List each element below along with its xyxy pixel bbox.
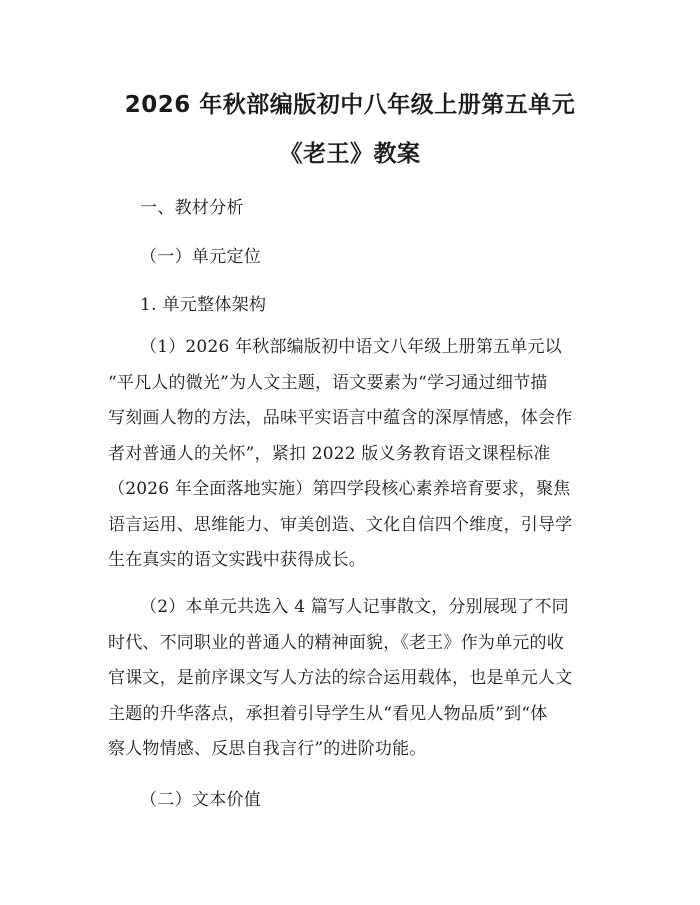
paragraph-line: （1）2026 年秋部编版初中语文八年级上册第五单元以 xyxy=(140,337,562,357)
paragraph-line: （2）本单元共选入 4 篇写人记事散文，分别展现了不同 xyxy=(140,597,569,617)
paragraph-line: 主题的升华落点，承担着引导学生从“看见人物品质”到“体 xyxy=(108,703,548,724)
paragraph-line: 生在真实的语文实践中获得成长。 xyxy=(108,550,366,570)
paragraph-unit-selection xyxy=(108,590,598,768)
paragraph-unit-theme xyxy=(108,330,598,579)
paragraph-line: 官课文，是前序课文写人方法的综合运用载体，也是单元人文 xyxy=(108,668,573,688)
subsection-heading-text-value: （二）文本价值 xyxy=(140,790,262,810)
paragraph-line: 写刻画人物的方法，品味平实语言中蕴含的深厚情感，体会作 xyxy=(108,408,573,428)
document-title-line-1: 2026 年秋部编版初中八年级上册第五单元 xyxy=(124,92,576,118)
paragraph-line: （2026 年全面落地实施）第四学段核心素养培育要求，聚焦 xyxy=(108,479,571,499)
paragraph-line: 察人物情感、反思自我言行”的进阶功能。 xyxy=(108,739,427,759)
paragraph-line: 语言运用、思维能力、审美创造、文化自信四个维度，引导学 xyxy=(108,514,573,535)
subsection-heading-unit-positioning: （一）单元定位 xyxy=(140,247,262,267)
paragraph-line: 者对普通人的关怀”，紧扣 2022 版义务教育语文课程标准 xyxy=(108,443,551,464)
section-heading-teaching-material-analysis: 一、教材分析 xyxy=(140,198,244,218)
document-title-line-2: 《老王》教案 xyxy=(279,141,421,167)
paragraph-line: “平凡人的微光”为人文主题，语文要素为“学习通过细节描 xyxy=(108,372,548,393)
paragraph-line: 时代、不同职业的普通人的精神面貌，《老王》作为单元的收 xyxy=(108,632,564,653)
subheading-unit-architecture: 1. 单元整体架构 xyxy=(140,295,267,315)
